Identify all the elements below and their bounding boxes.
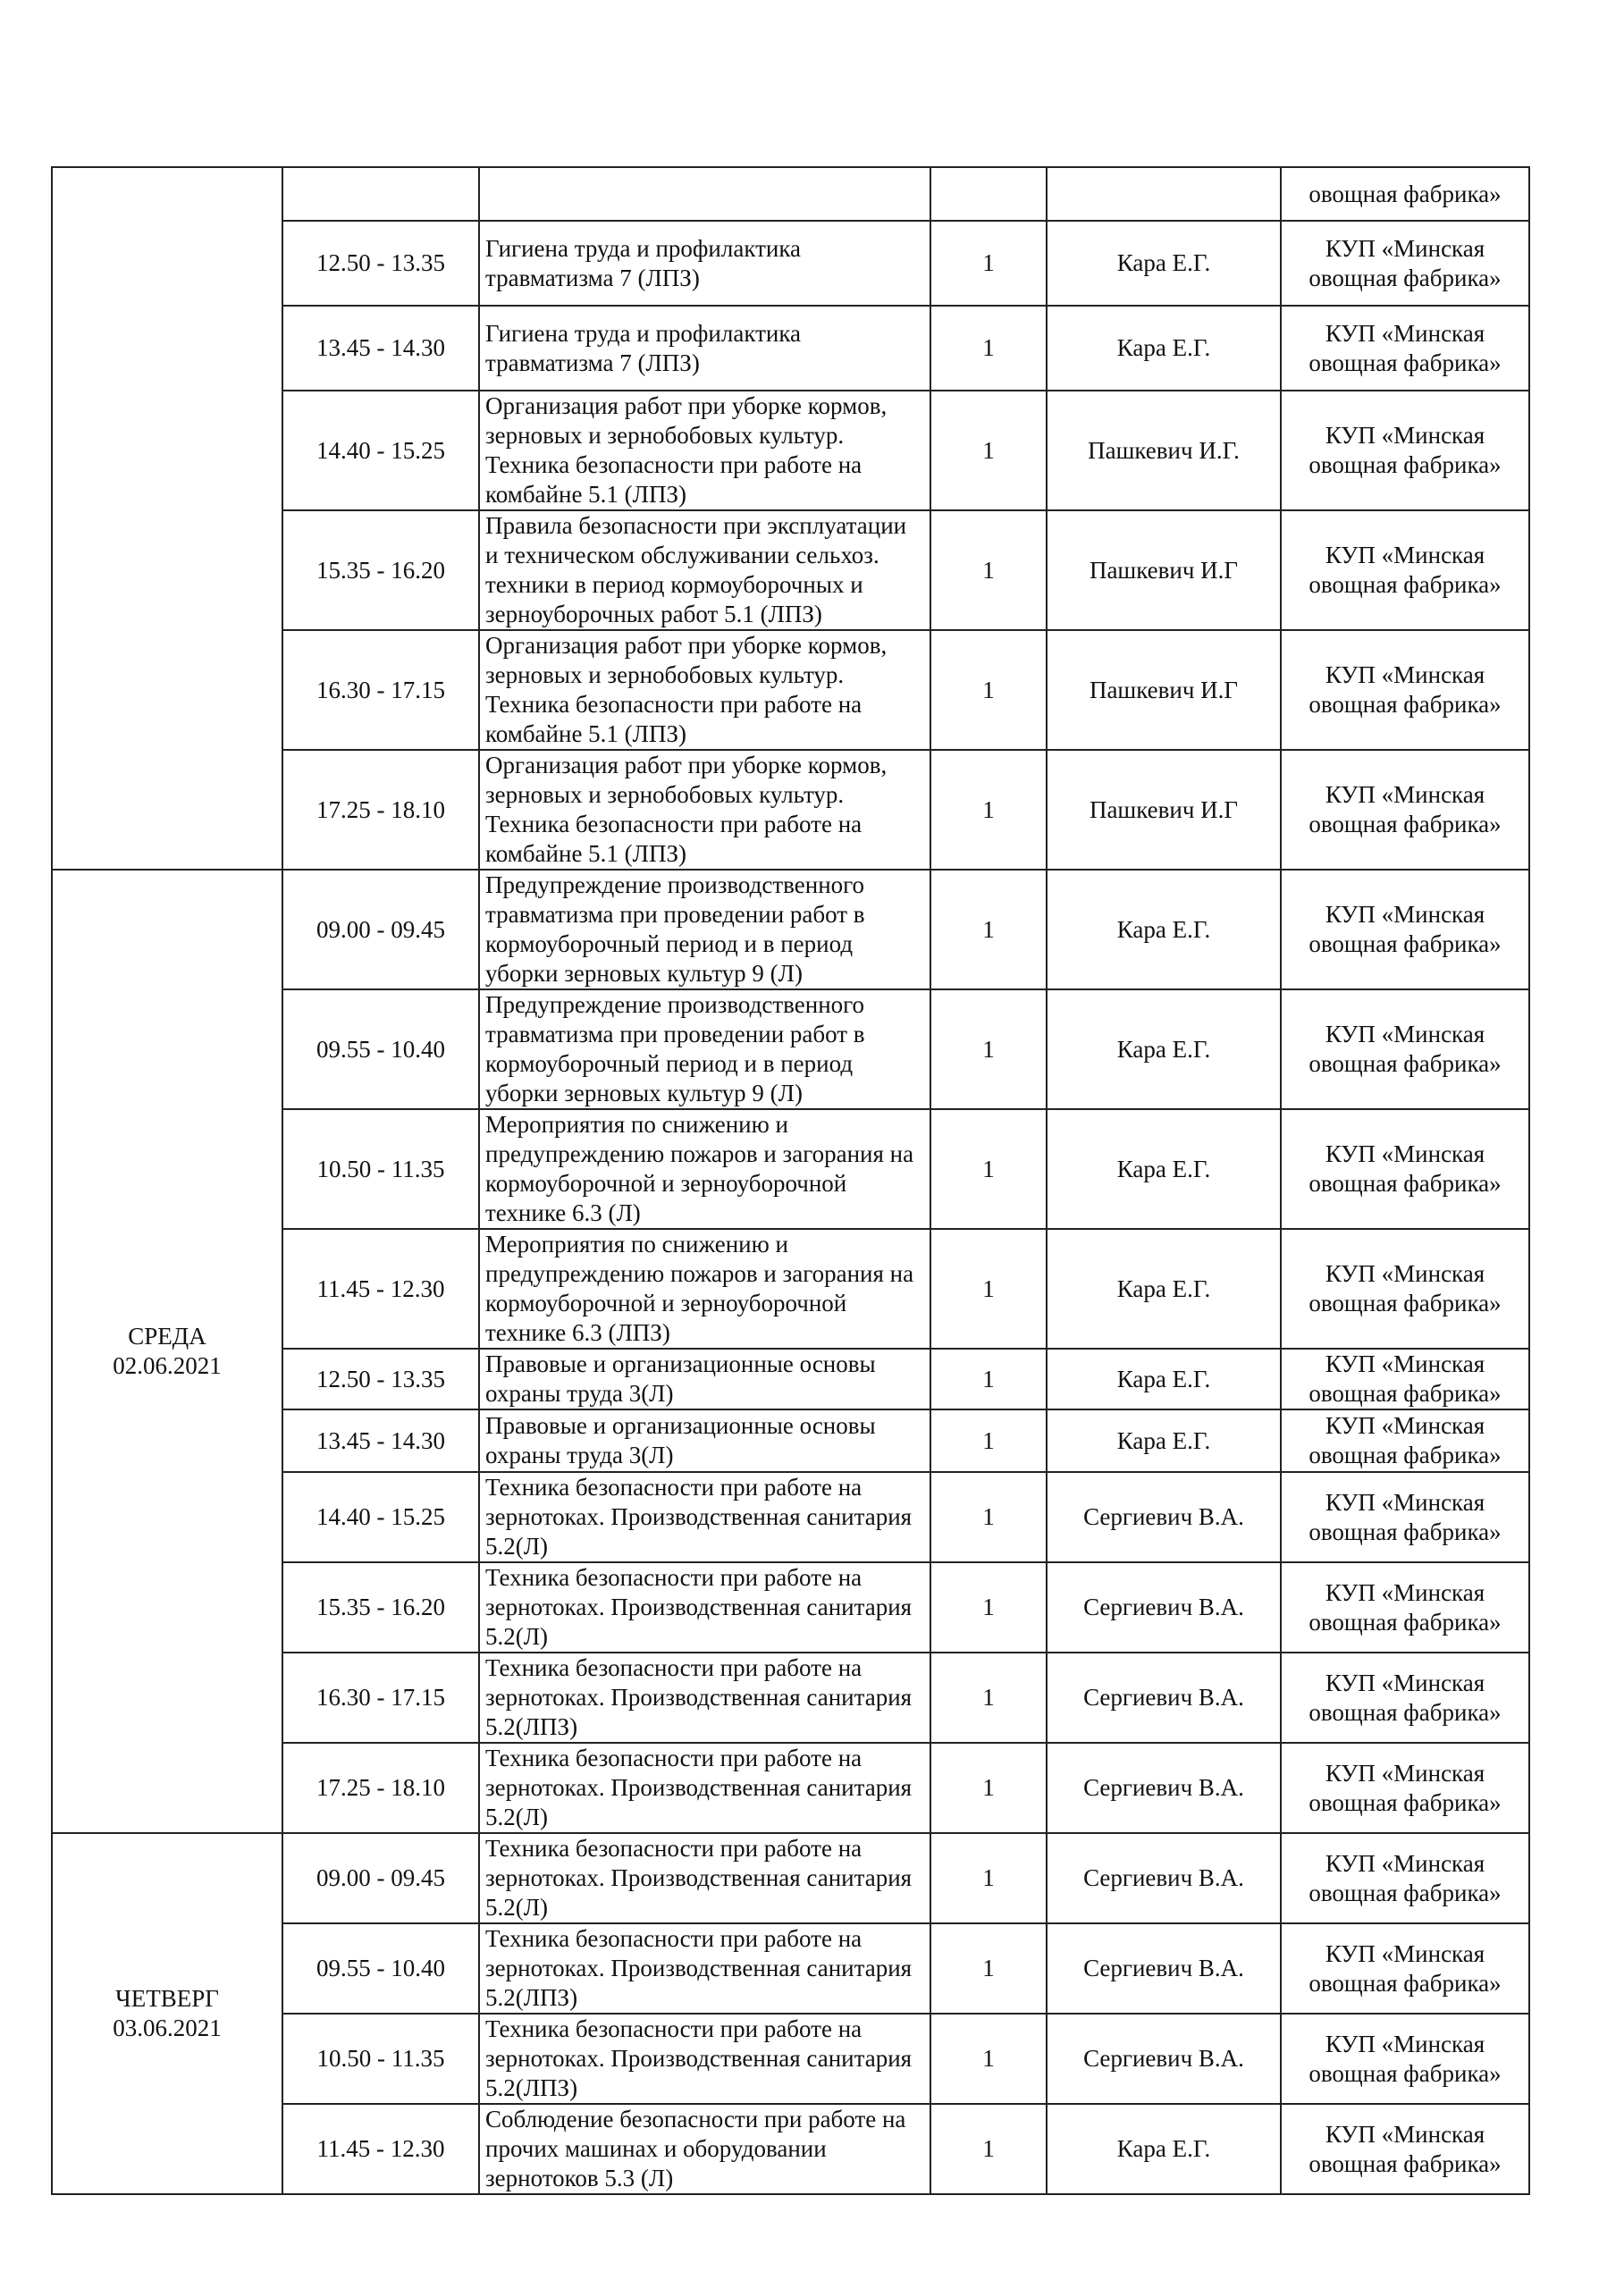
teacher-cell: Сергиевич В.А. <box>1047 1472 1281 1562</box>
hours-cell: 1 <box>930 1229 1047 1349</box>
topic-cell: Правила безопасности при эксплуатации и техническом обслуживании сельхоз. техники в период кормоуборочных и зерноуборочных работ 5.1 (ЛПЗ) <box>479 510 930 630</box>
place-cell: КУП «Минская овощная фабрика» <box>1281 1562 1529 1653</box>
teacher-cell: Кара Е.Г. <box>1047 989 1281 1109</box>
teacher-cell: Сергиевич В.А. <box>1047 2014 1281 2104</box>
time-cell: 14.40 - 15.25 <box>282 391 479 510</box>
place-cell: КУП «Минская овощная фабрика» <box>1281 989 1529 1109</box>
place-cell: КУП «Минская овощная фабрика» <box>1281 750 1529 870</box>
teacher-cell: Пашкевич И.Г. <box>1047 391 1281 510</box>
hours-cell: 1 <box>930 306 1047 391</box>
hours-cell: 1 <box>930 750 1047 870</box>
hours-cell: 1 <box>930 1833 1047 1923</box>
time-cell: 09.55 - 10.40 <box>282 989 479 1109</box>
topic-cell <box>479 167 930 221</box>
time-cell: 11.45 - 12.30 <box>282 1229 479 1349</box>
place-cell: КУП «Минская овощная фабрика» <box>1281 510 1529 630</box>
hours-cell: 1 <box>930 1923 1047 2014</box>
place-cell: КУП «Минская овощная фабрика» <box>1281 2104 1529 2194</box>
hours-cell: 1 <box>930 870 1047 989</box>
hours-cell: 1 <box>930 2014 1047 2104</box>
hours-cell: 1 <box>930 989 1047 1109</box>
place-cell: КУП «Минская овощная фабрика» <box>1281 2014 1529 2104</box>
hours-cell <box>930 167 1047 221</box>
hours-cell: 1 <box>930 1562 1047 1653</box>
hours-cell: 1 <box>930 1349 1047 1409</box>
topic-cell: Мероприятия по снижению и предупреждению пожаров и загорания на кормоуборочной и зерноуборочной технике 6.3 (Л) <box>479 1109 930 1229</box>
topic-cell: Соблюдение безопасности при работе на прочих машинах и оборудовании зернотоков 5.3 (Л) <box>479 2104 930 2194</box>
time-cell: 09.55 - 10.40 <box>282 1923 479 2014</box>
time-cell: 15.35 - 16.20 <box>282 510 479 630</box>
teacher-cell: Сергиевич В.А. <box>1047 1653 1281 1743</box>
teacher-cell: Кара Е.Г. <box>1047 870 1281 989</box>
hours-cell: 1 <box>930 221 1047 306</box>
time-cell: 16.30 - 17.15 <box>282 630 479 750</box>
place-cell: КУП «Минская овощная фабрика» <box>1281 630 1529 750</box>
time-cell: 14.40 - 15.25 <box>282 1472 479 1562</box>
time-cell: 12.50 - 13.35 <box>282 221 479 306</box>
topic-cell: Техника безопасности при работе на зернотоках. Производственная санитария 5.2(ЛПЗ) <box>479 1653 930 1743</box>
topic-cell: Техника безопасности при работе на зернотоках. Производственная санитария 5.2(ЛПЗ) <box>479 2014 930 2104</box>
teacher-cell: Кара Е.Г. <box>1047 1109 1281 1229</box>
time-cell: 10.50 - 11.35 <box>282 2014 479 2104</box>
teacher-cell: Пашкевич И.Г <box>1047 750 1281 870</box>
day-date: 02.06.2021 <box>113 1352 222 1379</box>
place-cell: КУП «Минская овощная фабрика» <box>1281 1472 1529 1562</box>
hours-cell: 1 <box>930 1743 1047 1833</box>
table-row <box>52 1833 1529 1923</box>
table-row <box>52 870 1529 989</box>
teacher-cell: Пашкевич И.Г <box>1047 630 1281 750</box>
day-cell <box>52 167 282 870</box>
time-cell: 16.30 - 17.15 <box>282 1653 479 1743</box>
topic-cell: Техника безопасности при работе на зернотоках. Производственная санитария 5.2(Л) <box>479 1472 930 1562</box>
place-cell: КУП «Минская овощная фабрика» <box>1281 1833 1529 1923</box>
place-cell: КУП «Минская овощная фабрика» <box>1281 1923 1529 2014</box>
teacher-cell: Кара Е.Г. <box>1047 1409 1281 1472</box>
table-row <box>52 167 1529 221</box>
place-cell: КУП «Минская овощная фабрика» <box>1281 870 1529 989</box>
topic-cell: Гигиена труда и профилактика травматизма 7 (ЛПЗ) <box>479 221 930 306</box>
time-cell: 10.50 - 11.35 <box>282 1109 479 1229</box>
place-cell: КУП «Минская овощная фабрика» <box>1281 1349 1529 1409</box>
place-cell: КУП «Минская овощная фабрика» <box>1281 1653 1529 1743</box>
time-cell: 13.45 - 14.30 <box>282 1409 479 1472</box>
topic-cell: Техника безопасности при работе на зернотоках. Производственная санитария 5.2(Л) <box>479 1833 930 1923</box>
hours-cell: 1 <box>930 1653 1047 1743</box>
topic-cell: Техника безопасности при работе на зернотоках. Производственная санитария 5.2(Л) <box>479 1562 930 1653</box>
topic-cell: Правовые и организационные основы охраны труда 3(Л) <box>479 1349 930 1409</box>
place-cell: КУП «Минская овощная фабрика» <box>1281 1409 1529 1472</box>
hours-cell: 1 <box>930 1409 1047 1472</box>
place-cell: КУП «Минская овощная фабрика» <box>1281 1109 1529 1229</box>
topic-cell: Предупреждение производственного травматизма при проведении работ в кормоуборочный период и в период уборки зерновых культур 9 (Л) <box>479 870 930 989</box>
place-cell: КУП «Минская овощная фабрика» <box>1281 1743 1529 1833</box>
time-cell: 12.50 - 13.35 <box>282 1349 479 1409</box>
place-cell: КУП «Минская овощная фабрика» <box>1281 1229 1529 1349</box>
schedule-body <box>52 167 1529 2194</box>
teacher-cell <box>1047 167 1281 221</box>
topic-cell: Организация работ при уборке кормов, зерновых и зернобобовых культур. Техника безопасности при работе на комбайне 5.1 (ЛПЗ) <box>479 630 930 750</box>
place-cell: КУП «Минская овощная фабрика» <box>1281 391 1529 510</box>
teacher-cell: Кара Е.Г. <box>1047 1229 1281 1349</box>
teacher-cell: Кара Е.Г. <box>1047 2104 1281 2194</box>
day-name: СРЕДА <box>128 1323 206 1350</box>
day-cell <box>52 1833 282 2194</box>
hours-cell: 1 <box>930 391 1047 510</box>
time-cell: 09.00 - 09.45 <box>282 870 479 989</box>
teacher-cell: Сергиевич В.А. <box>1047 1923 1281 2014</box>
teacher-cell: Сергиевич В.А. <box>1047 1743 1281 1833</box>
topic-cell: Техника безопасности при работе на зернотоках. Производственная санитария 5.2(ЛПЗ) <box>479 1923 930 2014</box>
topic-cell: Организация работ при уборке кормов, зерновых и зернобобовых культур. Техника безопасности при работе на комбайне 5.1 (ЛПЗ) <box>479 391 930 510</box>
topic-cell: Предупреждение производственного травматизма при проведении работ в кормоуборочный период и в период уборки зерновых культур 9 (Л) <box>479 989 930 1109</box>
time-cell: 17.25 - 18.10 <box>282 1743 479 1833</box>
teacher-cell: Кара Е.Г. <box>1047 1349 1281 1409</box>
hours-cell: 1 <box>930 2104 1047 2194</box>
day-name: ЧЕТВЕРГ <box>115 1985 219 2012</box>
teacher-cell: Сергиевич В.А. <box>1047 1562 1281 1653</box>
schedule-table <box>51 166 1530 2195</box>
teacher-cell: Сергиевич В.А. <box>1047 1833 1281 1923</box>
hours-cell: 1 <box>930 1472 1047 1562</box>
topic-cell: Гигиена труда и профилактика травматизма 7 (ЛПЗ) <box>479 306 930 391</box>
day-date: 03.06.2021 <box>113 2015 222 2041</box>
teacher-cell: Пашкевич И.Г <box>1047 510 1281 630</box>
time-cell: 09.00 - 09.45 <box>282 1833 479 1923</box>
place-cell: КУП «Минская овощная фабрика» <box>1281 306 1529 391</box>
hours-cell: 1 <box>930 510 1047 630</box>
time-cell: 17.25 - 18.10 <box>282 750 479 870</box>
place-cell: КУП «Минская овощная фабрика» <box>1281 221 1529 306</box>
time-cell: 11.45 - 12.30 <box>282 2104 479 2194</box>
day-cell <box>52 870 282 1833</box>
topic-cell: Техника безопасности при работе на зернотоках. Производственная санитария 5.2(Л) <box>479 1743 930 1833</box>
hours-cell: 1 <box>930 1109 1047 1229</box>
time-cell: 13.45 - 14.30 <box>282 306 479 391</box>
time-cell: 15.35 - 16.20 <box>282 1562 479 1653</box>
topic-cell: Организация работ при уборке кормов, зерновых и зернобобовых культур. Техника безопасности при работе на комбайне 5.1 (ЛПЗ) <box>479 750 930 870</box>
place-cell: овощная фабрика» <box>1281 167 1529 221</box>
topic-cell: Мероприятия по снижению и предупреждению пожаров и загорания на кормоуборочной и зерноуборочной технике 6.3 (ЛПЗ) <box>479 1229 930 1349</box>
teacher-cell: Кара Е.Г. <box>1047 306 1281 391</box>
topic-cell: Правовые и организационные основы охраны труда 3(Л) <box>479 1409 930 1472</box>
time-cell <box>282 167 479 221</box>
hours-cell: 1 <box>930 630 1047 750</box>
teacher-cell: Кара Е.Г. <box>1047 221 1281 306</box>
